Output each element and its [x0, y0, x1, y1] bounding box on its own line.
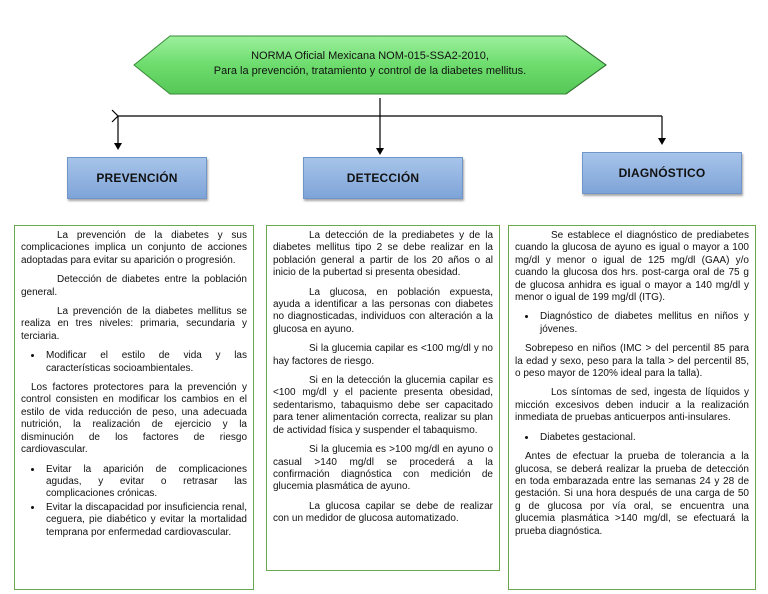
arrow-left-tip-icon	[112, 110, 118, 122]
deteccion-panel	[266, 225, 500, 571]
diagnostico-list	[515, 432, 749, 444]
deteccion-paragraph: Si en la detección la glucemia capilar es <100 mg/dl y el paciente presenta obesidad, sedentarismo, tabaquismo debe ser capacitado para tener alimentación correcta, realizar su plan de actividad física y suspender el tabaquismo.	[273, 375, 493, 436]
diagnostico-paragraph: Se establece el diagnóstico de prediabetes cuando la glucosa de ayuno es igual o mayor a 100 mg/dl y menor o igual de 125 mg/dl (GAA) y/o cuando la glucosa dos hrs. post-carga oral de 75 g de glucosa anhidra es igual o mayor a 140 mg/dl y menor o igual de 199 mg/dl (ITG).	[515, 230, 749, 304]
deteccion-paragraph: La glucosa, en población expuesta, ayuda a identificar a las personas con diabetes no diagnosticadas, individuos con alteración a la glucosa en ayuno.	[273, 286, 493, 335]
diagnostico-panel	[508, 225, 756, 590]
prevencion-bullet: • Evitar la aparición de complicaciones agudas, y evitar o retrasar las complicaciones crónicas.	[43, 464, 247, 501]
deteccion-paragraph: Si la glucemia es >100 mg/dl en ayuno o casual >140 mg/dl se procederá a la confirmación diagnóstica con medición de glucemia plasmática de ayuno.	[273, 444, 493, 493]
deteccion-paragraph: La glucosa capilar se debe de realizar con un medidor de glucosa automatizado.	[273, 500, 493, 525]
diagnostico-paragraph: Antes de efectuar la prueba de tolerancia a la glucosa, se deberá realizar la prueba de detección en toda embarazada entre las semanas 24 y 28 de gestación. Si una hora después de una carga de 50 g de glucosa por vía oral, se encuentra una glucemia plasmática >140 mg/dl, se efectuará la prueba diagnóstica.	[515, 451, 749, 537]
deteccion-paragraph: La detección de la prediabetes y de la diabetes mellitus tipo 2 se debe realizar en la población general a partir de los 20 años o al inicio de la pubertad si presenta obesidad.	[273, 230, 493, 279]
diagnostico-list	[515, 311, 749, 336]
category-diagnostico: DIAGNÓSTICO	[582, 152, 742, 194]
prevencion-paragraph: La prevención de la diabetes mellitus se realiza en tres niveles: primaria, secundaria y terciaria.	[21, 306, 247, 342]
diagnostico-paragraph: Los síntomas de sed, ingesta de líquidos y micción excesivos deben inducir a la realización inmediata de pruebas anticuerpos anti-insulares.	[515, 387, 749, 424]
arrow-center-icon	[376, 148, 384, 155]
prevencion-bullet: • Evitar la discapacidad por insuficiencia renal, ceguera, pie diabético y evitar la mortalidad temprana por enfermedad cardiovascular.	[43, 502, 247, 539]
prevencion-bullet: • Modificar el estilo de vida y las características socioambientales.	[43, 350, 247, 375]
category-prevencion: PREVENCIÓN	[67, 157, 207, 199]
diagnostico-paragraph: Sobrepeso en niños (IMC > del percentil 85 para la edad y sexo, peso para la talla > del percentil 85, o peso mayor de 120% ideal para la talla).	[515, 343, 749, 380]
prevencion-paragraph: Detección de diabetes entre la población general.	[21, 274, 247, 298]
deteccion-paragraph: Si la glucemia capilar es <100 mg/dl y no hay factores de riesgo.	[273, 343, 493, 367]
prevencion-list	[21, 464, 247, 539]
diagnostico-bullet: • Diabetes gestacional.	[537, 432, 749, 444]
prevencion-list	[21, 350, 247, 375]
arrow-right-icon	[658, 138, 666, 145]
prevencion-panel	[14, 225, 254, 590]
banner-title-line1: NORMA Oficial Mexicana NOM-015-SSA2-2010,	[251, 50, 489, 62]
category-deteccion: DETECCIÓN	[303, 157, 463, 199]
diagnostico-bullet: • Diagnóstico de diabetes mellitus en niños y jóvenes.	[537, 311, 749, 336]
banner-title-line2: Para la prevención, tratamiento y control de la diabetes mellitus.	[213, 65, 527, 77]
arrow-left-icon	[114, 143, 122, 150]
prevencion-paragraph: Los factores protectores para la prevención y control consisten en modificar los cambios en el estilo de vida reducción de peso, una adecuada nutrición, la realización de ejercicio y la disminución de los factores de riesgo cardiovascular.	[21, 382, 247, 456]
prevencion-paragraph: La prevención de la diabetes y sus complicaciones implica un conjunto de acciones adoptadas para evitar su aparición o progresión.	[21, 230, 247, 266]
